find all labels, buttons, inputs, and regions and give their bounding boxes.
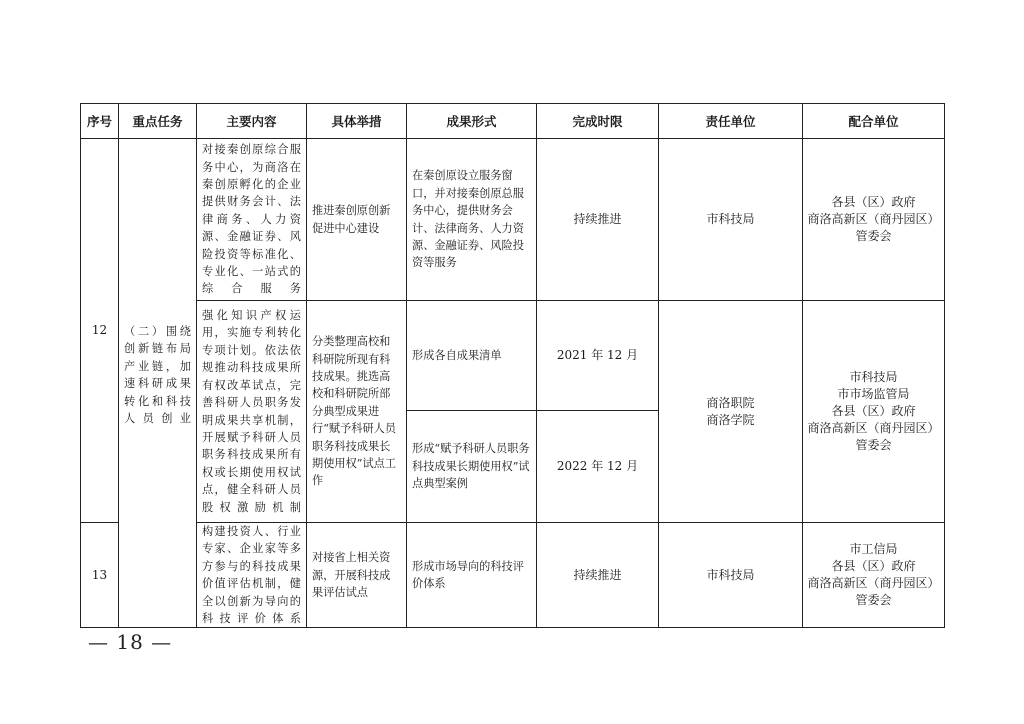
- row-12b-result-2: 形成“赋予科研人员职务科技成果长期使用权”试点典型案例: [407, 411, 537, 523]
- row-13-index: 13: [81, 523, 119, 628]
- row-12a-deadline: 持续推进: [537, 139, 659, 301]
- header-cell-index: 序号: [81, 104, 119, 139]
- row-13-content: 构建投资人、行业专家、企业家等多方参与的科技成果价值评估机制，健全以创新为导向的科技评价体系: [197, 523, 307, 628]
- row-12b-cooperating: 市科技局 市市场监管局 各县（区）政府 商洛高新区（商丹园区） 管委会: [803, 301, 945, 523]
- row-12a-measure: 推进秦创原创新促进中心建设: [307, 139, 407, 301]
- task-table: [80, 103, 945, 628]
- header-cell-content: 主要内容: [197, 104, 307, 139]
- row-13-cooperating: 市工信局 各县（区）政府 商洛高新区（商丹园区） 管委会: [803, 523, 945, 628]
- header-cell-cooperating: 配合单位: [803, 104, 945, 139]
- header-cell-deadline: 完成时限: [537, 104, 659, 139]
- header-cell-responsible: 责任单位: [659, 104, 803, 139]
- row-13-responsible: 市科技局: [659, 523, 803, 628]
- row-13-deadline: 持续推进: [537, 523, 659, 628]
- row-13-measure: 对接省上相关资源，开展科技成果评估试点: [307, 523, 407, 628]
- header-cell-key-task: 重点任务: [119, 104, 197, 139]
- page-number: — 18 —: [88, 630, 173, 654]
- table-row: [81, 139, 945, 301]
- row-12a-content: 对接秦创原综合服务中心，为商洛在秦创原孵化的企业提供财务会计、法律商务、人力资源、金融证券、风险投资等标准化、专业化、一站式的综合服务: [197, 139, 307, 301]
- row-13-result: 形成市场导向的科技评价体系: [407, 523, 537, 628]
- row-12a-cooperating: 各县（区）政府 商洛高新区（商丹园区） 管委会: [803, 139, 945, 301]
- row-12b-deadline-1: 2021 年 12 月: [537, 301, 659, 411]
- row-12b-result-1: 形成各自成果清单: [407, 301, 537, 411]
- row-12-key-task: （二）围绕创新链布局产业链，加速科研成果转化和科技人员创业: [119, 139, 197, 628]
- table-row: [81, 523, 945, 628]
- row-12b-measure: 分类整理高校和科研院所现有科技成果。挑选高校和科研院所部分典型成果进行“赋予科研人员职务科技成果长期使用权”试点工作: [307, 301, 407, 523]
- header-cell-result-form: 成果形式: [407, 104, 537, 139]
- row-12b-deadline-2: 2022 年 12 月: [537, 411, 659, 523]
- row-12b-responsible: 商洛职院 商洛学院: [659, 301, 803, 523]
- row-12a-result: 在秦创原设立服务窗口，并对接秦创原总服务中心，提供财务会计、法律商务、人力资源、金融证券、风险投资等服务: [407, 139, 537, 301]
- header-cell-measures: 具体举措: [307, 104, 407, 139]
- row-12b-content: 强化知识产权运用，实施专利转化专项计划。依法依规推动科技成果所有权改革试点，完善科研人员职务发明成果共享机制，开展赋予科研人员职务科技成果所有权或长期使用权试点，健全科研人员股权激励机制: [197, 301, 307, 523]
- row-12a-responsible: 市科技局: [659, 139, 803, 301]
- header-row: [81, 104, 945, 139]
- table-row: [81, 301, 945, 411]
- row-12-index: 12: [81, 139, 119, 523]
